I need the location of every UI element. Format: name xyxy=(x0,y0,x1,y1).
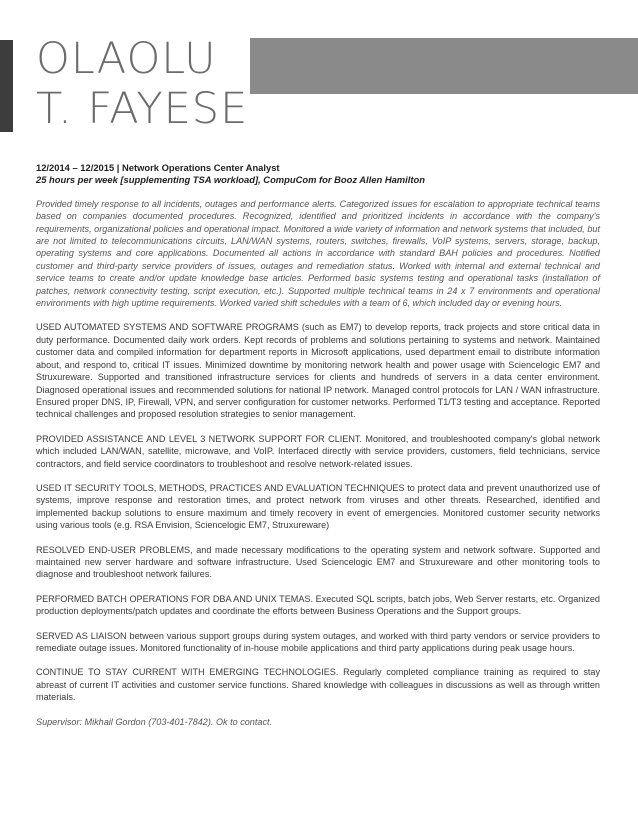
duty-paragraph-network-support: PROVIDED ASSISTANCE AND LEVEL 3 NETWORK SUPPORT FOR CLIENT. Monitored, and troubleshooted company's global network which included LAN/WAN, satellite, microwave, and VoIP. Interfaced directly with service providers, customers, field technicians, service contractors, and field service coordinators to troubleshoot and resolve network-related issues. xyxy=(36,433,600,469)
duty-paragraph-emerging-tech: CONTINUE TO STAY CURRENT WITH EMERGING TECHNOLOGIES. Regularly completed compliance training as required to stay abreast of current IT activities and customer service functions. Shared knowledge with colleagues in discussions as well as through written materials. xyxy=(36,667,600,703)
job-title: 12/2014 – 12/2015 | Network Operations Center Analyst xyxy=(36,162,280,173)
candidate-name xyxy=(36,34,248,134)
name-line-1: OLAOLU xyxy=(36,34,217,84)
duty-paragraph-security: USED IT SECURITY TOOLS, METHODS, PRACTICES AND EVALUATION TECHNIQUES to protect data and prevent unauthorized use of systems, improve response and restoration times, and protect network from viruses and other threats. Researched, identified and implemented backup solutions to ensure maximum and timely recovery in event of emergencies. Monitored customer security networks using various tools (e.g. RSA Envision, Sciencelogic EM7, Struxureware) xyxy=(36,482,600,531)
experience-section xyxy=(36,162,600,728)
name-line-2: T. FAYESE xyxy=(36,84,249,134)
duty-paragraph-end-user: RESOLVED END-USER PROBLEMS, and made necessary modifications to the operating system and network software. Supported and maintained new server hardware and software infrastructure. Used Sciencelogic EM7 and Struxureware and other monitoring tools to diagnose and troubleshoot network failures. xyxy=(36,544,600,580)
left-accent-bar xyxy=(0,40,13,132)
duty-paragraph-automated-systems: USED AUTOMATED SYSTEMS AND SOFTWARE PROGRAMS (such as EM7) to develop reports, track projects and store critical data in duty performance. Documented daily work orders. Kept records of problems and solutions pertaining to systems and network. Maintained customer data and compiled information for department reports in Microsoft applications, used department email to distribute information about, and respond to, critical IT issues. Minimized downtime by monitoring network health and power usage with Sciencelogic EM7 and Struxureware. Supported and transitioned infrastructure services for clients and hundreds of servers in a data center environment. Diagnosed operational issues and recommended solutions for national IP network. Managed control protocols for LAN / WAN infrastructure. Ensured proper DNS, IP, Firewall, VPN, and server configuration for customer networks. Performed T1/T3 testing and acceptance. Reported technical challenges and proposed resolution strategies to senior management. xyxy=(36,322,600,420)
header-accent-bar xyxy=(250,38,638,94)
duty-paragraph-liaison: SERVED AS LIAISON between various support groups during system outages, and worked with third party vendors or service providers to remediate outage issues. Monitored functionality of in-house mobile applications and third party applications during peak usage hours. xyxy=(36,630,600,653)
job-subtitle: 25 hours per week [supplementing TSA workload], CompuCom for Booz Allen Hamilton xyxy=(36,174,425,186)
job-summary-paragraph: Provided timely response to all incidents, outages and performance alerts. Categorized issues for escalation to appropriate technical teams based on companies documented procedures. Recognized, identified and prioritized incidents in accordance with the company's requirements, organizational policies and operational impact. Monitored a wide variety of information and network systems that included, but are not limited to telecommunications circuits, LAN/WAN systems, routers, switches, firewalls, VoIP systems, servers, storage, backup, operating systems and core applications. Documented all actions in accordance with standard BAH policies and procedures. Notified customer and third-party service providers of issues, outages and remediation status. Worked with internal and external technical and service teams to create and/or update knowledge base articles. Performed basic systems testing and operational tasks (installation of patches, network connectivity testing, script execution, etc.). Supported multiple technical teams in 24 x 7 environments and operational environments with high uptime requirements. Worked varied shift schedules with a team of 6, which included day or evening hours. xyxy=(36,198,600,309)
duty-paragraph-batch-operations: PERFORMED BATCH OPERATIONS FOR DBA AND UNIX TEMAS. Executed SQL scripts, batch jobs, Web Server restarts, etc. Organized production deployments/patch updates and coordinate the efforts between Business Operations and the Support groups. xyxy=(36,593,600,617)
supervisor-contact: Supervisor: Mikhail Gordon (703-401-7842). Ok to contact. xyxy=(36,716,273,727)
